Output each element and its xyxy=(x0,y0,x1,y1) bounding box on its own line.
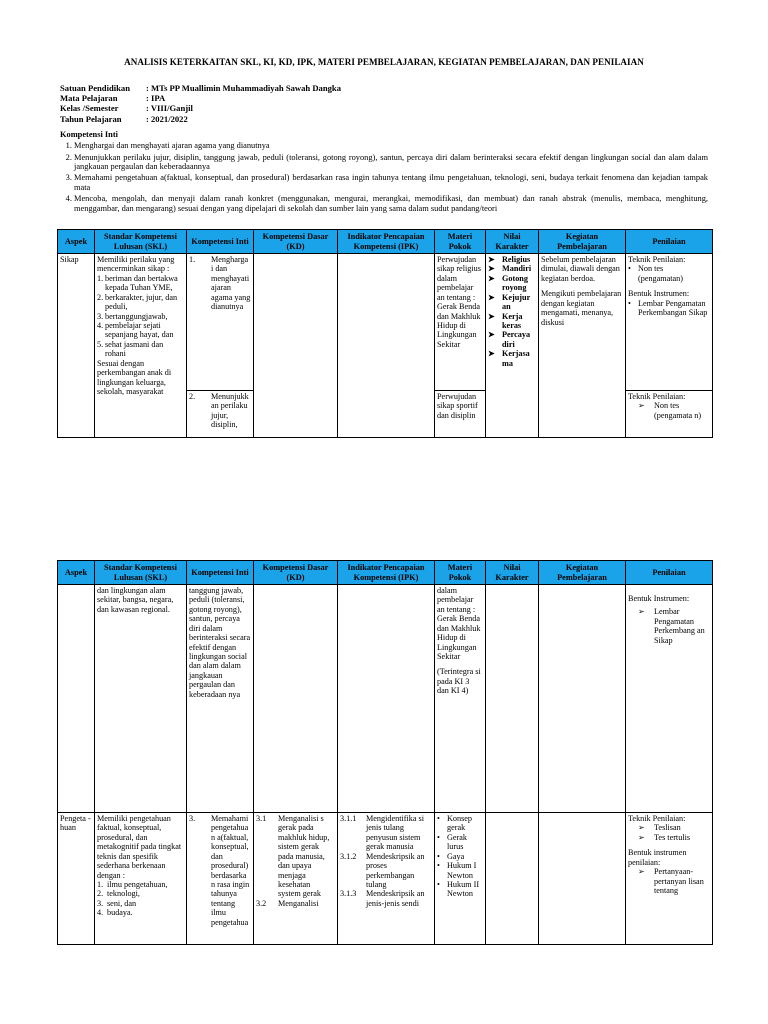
cell-karakter xyxy=(486,813,539,945)
header-kd: Kompetensi Dasar (KD) xyxy=(254,230,338,254)
header-skl: Standar Kompetensi Lulusan (SKL) xyxy=(95,561,187,585)
table-row xyxy=(58,813,713,945)
cell-ipk xyxy=(338,585,435,813)
document-title: ANALISIS KETERKAITAN SKL, KI, KD, IPK, MATERI PEMBELAJARAN, KEGIATAN PEMBELAJARAN, DAN PENILAIAN xyxy=(124,57,644,67)
ki-item: 4. Mencoba, mengolah, dan menyaji dalam ranah konkret (menggunakan, mengurai, merangkai, memodifikasi, dan membuat) dan ranah abstrak (menulis, membaca, menghitung, menggambar, dan mengarang) sesuai dengan yang dipelajari di sekolah dan sumber lain yang sama dalam sudut pandang/teori xyxy=(74,194,708,213)
table-row xyxy=(58,585,713,813)
karakter-list: ➤ Religius ➤ Mandiri ➤ Gotong royong ➤ Kejujur an ➤ Kerja keras ➤ Percaya diri ➤ Kerjasa ma xyxy=(488,255,532,368)
cell-kd xyxy=(254,254,338,438)
skl-outro: Sesuai dengan perkembangan anak di lingkungan keluarga, sekolah, masyarakat xyxy=(97,358,172,396)
header-kegiatan: Kegiatan Pembelajaran xyxy=(539,230,626,254)
header-aspek: Aspek xyxy=(58,561,95,585)
kompetensi-inti-section xyxy=(50,130,708,215)
cell-materi: • Konsep gerak • Gerak lurus • Gaya • Hukum I Newton • Hukum II Newton xyxy=(435,813,486,945)
cell-ki-1: 1. Mengharga i dan menghayati ajaran agama yang dianutnya xyxy=(187,254,254,391)
cell-penilaian-1: Teknik Penilaian: • Non tes (pengamatan) Bentuk Instrumen: • Lembar Pengamatan Perkembangan Sikap xyxy=(626,254,713,391)
analysis-table-1 xyxy=(57,229,713,438)
header-materi: Materi Pokok xyxy=(435,561,486,585)
info-row: Satuan Pendidikan : MTs PP Muallimin Muhammadiyah Sawah Dangka xyxy=(60,83,341,93)
header-penilaian: Penilaian xyxy=(626,561,713,585)
cell-penilaian: Teknik Penilaian: ➢ Teslisan ➢ Tes tertulis Bentuk instrumen penilaian: ➢ Pertanyaan-pertanyan lisan tentang xyxy=(626,813,713,945)
header-ipk: Indikator Pencapaian Kompetensi (IPK) xyxy=(338,230,435,254)
cell-kegiatan xyxy=(539,813,626,945)
cell-penilaian-2: Teknik Penilaian: ➢ Non tes (pengamata n) xyxy=(626,391,713,438)
cell-aspek: Pengeta -huan xyxy=(58,813,95,945)
cell-aspek xyxy=(58,585,95,813)
table-row xyxy=(58,254,713,391)
cell-kegiatan: Sebelum pembelajaran dimulai, diawali dengan kegiatan berdoa. Mengikuti pembelajaran dengan kegiatan mengamati, menanya, diskusi xyxy=(539,254,626,438)
info-row: Mata Pelajaran : IPA xyxy=(60,93,166,104)
cell-karakter xyxy=(486,254,539,438)
cell-materi-1: Perwujudan sikap religius dalam pembelajar an tentang : Gerak Benda dan Makhluk Hidup di Lingkungan Sekitar xyxy=(435,254,486,391)
header-skl: Standar Kompetensi Lulusan (SKL) xyxy=(95,230,187,254)
header-ki: Kompetensi Inti xyxy=(187,561,254,585)
header-kd: Kompetensi Dasar (KD) xyxy=(254,561,338,585)
header-penilaian: Penilaian xyxy=(626,230,713,254)
info-row: Tahun Pelajaran : 2021/2022 xyxy=(60,113,188,124)
cell-kegiatan xyxy=(539,585,626,813)
info-row: Kelas /Semester : VIII/Ganjil xyxy=(60,103,193,114)
table-header-row xyxy=(58,230,713,254)
ki-item: 1. Menghargai dan menghayati ajaran agama yang dianutnya xyxy=(74,141,708,150)
table-header-row xyxy=(58,561,713,585)
cell-ki: tanggung jawab, peduli (toleransi, gotong royong), santun, percaya diri dalam berinteraksi secara efektif dengan lingkungan social dan alam dalam jangkauan pergaulan dan keberadaan nya xyxy=(187,585,254,813)
cell-materi: dalam pembelajar an tentang : Gerak Benda dan Makhluk Hidup di Lingkungan Sekitar (Terintegra si pada KI 3 dan KI 4) xyxy=(435,585,486,813)
cell-penilaian: Bentuk Instrumen: ➢ Lembar Pengamatan Perkembang an Sikap xyxy=(626,585,713,813)
cell-karakter xyxy=(486,585,539,813)
header-materi: Materi Pokok xyxy=(435,230,486,254)
cell-kd: 3.1 Menganalisi s gerak pada makhluk hidup, sistem gerak pada manusia, dan upaya menjaga kesehatan system gerak 3.2 Menganalisi xyxy=(254,813,338,945)
cell-ipk: 3.1.1 Mengidentifika si jenis tulang penyusun sistem gerak manusia 3.1.2 Mendeskripsik an proses perkembangan tulang 3.1.3 Mendeskripsik an jenis-jenis sendi xyxy=(338,813,435,945)
cell-ki-2: 2. Menunjukk an perilaku jujur, disiplin, xyxy=(187,391,254,438)
ki-item: 3. Memahami pengetahuan a(faktual, konseptual, dan prosedural) berdasarkan rasa ingin tahunya tentang ilmu pengetahuan, teknologi, seni, budaya terkait fenomena dan kejadian tampak mata xyxy=(74,173,708,192)
ki-item: 2. Menunjukkan perilaku jujur, disiplin, tanggung jawab, peduli (toleransi, gotong royong), santun, percaya diri dalam berinteraksi secara efektif dengan lingkungan social dan alam dalam jangkauan pergaulan dan keberadaannya xyxy=(74,153,708,172)
cell-ipk xyxy=(338,254,435,438)
cell-materi-2: Perwujudan sikap sportif dan disiplin xyxy=(435,391,486,438)
kompetensi-inti-heading: Kompetensi Inti xyxy=(60,130,118,139)
cell-skl: Memiliki perilaku yang mencerminkan sikap : 1. beriman dan bertakwa kepada Tuhan YME, 2. berkarakter, jujur, dan peduli, 3. bertanggungjawab, 4. pembelajar sejati sepanjang hayat, dan 5. sehat jasmani dan rohani Sesuai dengan perkembangan anak di lingkungan keluarga, sekolah, masyarakat xyxy=(95,254,187,438)
header-ki: Kompetensi Inti xyxy=(187,230,254,254)
cell-ki: 3. Memahami pengetahua n a(faktual, konseptual, dan prosedural) berdasarka n rasa ingin tahunya tentang ilmu pengetahua xyxy=(187,813,254,945)
identity-block xyxy=(60,83,341,124)
skl-intro: Memiliki perilaku yang mencerminkan sikap : xyxy=(97,255,175,274)
header-karakter: Nilai Karakter xyxy=(486,561,539,585)
cell-skl: Memiliki pengetahuan faktual, konseptual, prosedural, dan metakognitif pada tingkat teknis dan spesifik sederhana berkenaan dengan : 1. ilmu pengetahuan, 2. teknologi, 3. seni, dan 4. budaya. xyxy=(95,813,187,945)
cell-aspek: Sikap xyxy=(58,254,95,438)
header-aspek: Aspek xyxy=(58,230,95,254)
cell-skl: dan lingkungan alam sekitar, bangsa, negara, dan kawasan regional. xyxy=(95,585,187,813)
header-kegiatan: Kegiatan Pembelajaran xyxy=(539,561,626,585)
header-ipk: Indikator Pencapaian Kompetensi (IPK) xyxy=(338,561,435,585)
kompetensi-inti-list xyxy=(50,141,708,213)
analysis-table-2 xyxy=(57,560,713,945)
cell-kd xyxy=(254,585,338,813)
header-karakter: Nilai Karakter xyxy=(486,230,539,254)
